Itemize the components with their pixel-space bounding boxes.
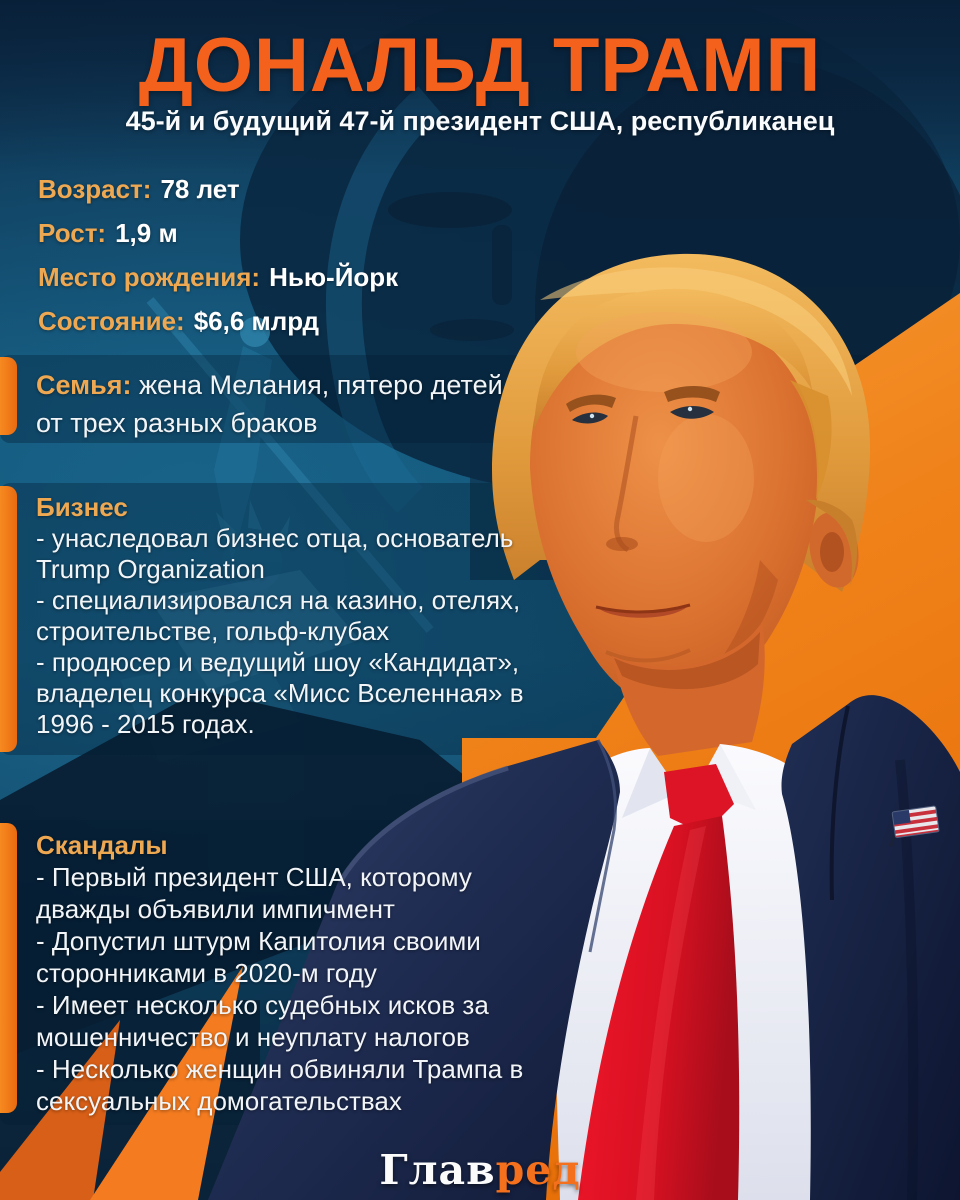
business-title: Бизнес xyxy=(36,492,128,522)
fact-value: 78 лет xyxy=(160,174,240,204)
fact-value: $6,6 млрд xyxy=(193,306,320,336)
scandal-item: - Несколько женщин обвиняли Трампа в сексуальных домогательствах xyxy=(36,1054,524,1116)
family-accent-tab xyxy=(0,357,17,435)
glavred-logo xyxy=(0,1146,960,1194)
page-subtitle: 45-й и будущий 47-й президент США, республиканец xyxy=(125,106,835,136)
business-item: - продюсер и ведущий шоу «Кандидат», владелец конкурса «Мисс Вселенная» в 1996 - 2015 годах. xyxy=(36,647,524,739)
fact-value: Нью-Йорк xyxy=(269,262,399,292)
business-accent-tab xyxy=(0,486,17,752)
business-item: - специализировался на казино, отелях, строительстве, гольф-клубах xyxy=(36,585,521,646)
scandal-item: - Первый президент США, которому дважды объявили импичмент xyxy=(36,862,472,924)
fact-value: 1,9 м xyxy=(115,218,178,248)
logo-part-glav: Глав xyxy=(379,1146,496,1194)
section-business xyxy=(36,492,538,740)
scandals-accent-tab xyxy=(0,823,17,1113)
fact-row-age xyxy=(38,167,398,211)
fact-row-birthplace xyxy=(38,255,398,299)
fact-label: Рост: xyxy=(38,218,107,248)
fact-label: Возраст: xyxy=(38,174,152,204)
business-item: - унаследовал бизнес отца, основатель Trump Organization xyxy=(36,523,514,584)
scandal-item: - Имеет несколько судебных исков за мошенничество и неуплату налогов xyxy=(36,990,489,1052)
fact-label: Состояние: xyxy=(38,306,185,336)
family-text: жена Мелания, пятеро детей от трех разных браков xyxy=(36,370,503,438)
scandals-title: Скандалы xyxy=(36,830,168,860)
page-title: ДОНАЛЬД ТРАМП xyxy=(138,23,822,108)
section-scandals xyxy=(36,829,551,1117)
fact-row-height xyxy=(38,211,398,255)
fact-row-networth xyxy=(38,299,398,343)
scandal-item: - Допустил штурм Капитолия своими сторонниками в 2020-м году xyxy=(36,926,481,988)
logo-part-red: ред xyxy=(495,1146,581,1194)
section-family xyxy=(36,366,506,442)
facts-list xyxy=(38,167,398,343)
fact-label: Место рождения: xyxy=(38,262,261,292)
family-label: Семья: xyxy=(36,370,132,400)
